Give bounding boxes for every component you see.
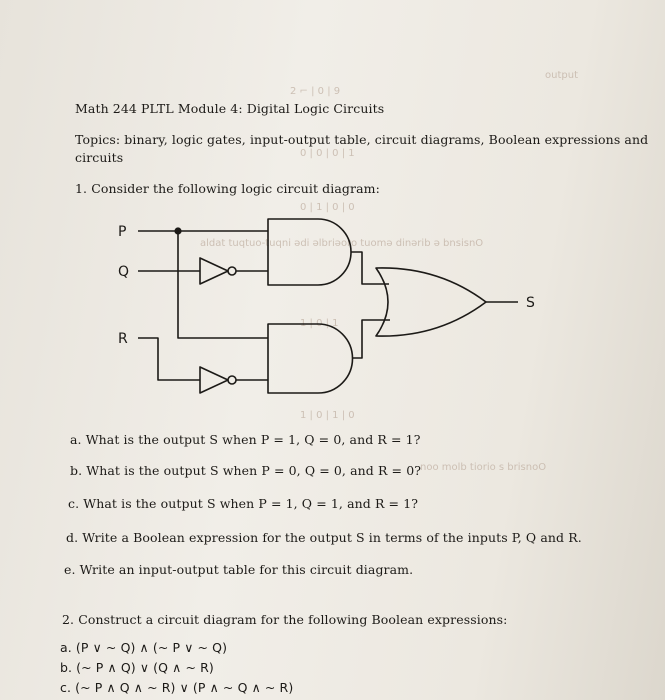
input-label-p: P <box>118 224 127 240</box>
problem-2-prompt: 2. Construct a circuit diagram for the following Boolean expressions: <box>62 612 508 627</box>
page-title: Math 244 PLTL Module 4: Digital Logic Circuits <box>75 101 385 116</box>
problem-1-prompt: 1. Consider the following logic circuit diagram: <box>75 181 380 196</box>
expression-a: a. (P ∨ ~ Q) ∧ (~ P ∨ ~ Q) <box>60 640 228 655</box>
output-label-s: S <box>526 295 535 311</box>
expression-b: b. (~ P ∧ Q) ∨ (Q ∧ ~ R) <box>60 660 214 675</box>
not-gate-r-bubble <box>228 376 236 384</box>
topics-line: Topics: binary, logic gates, input-output table, circuit diagrams, Boolean expressions and <box>75 132 649 147</box>
show-through-marks: noo molb tiorio s brisnoO <box>420 462 547 473</box>
question-c: c. What is the output S when P = 1, Q = 1, and R = 1? <box>68 496 419 511</box>
show-through-marks: 0 | 1 | 0 | 0 <box>300 202 355 213</box>
input-label-q: Q <box>118 264 130 280</box>
and-gate-lower <box>268 324 353 393</box>
question-e: e. Write an input-output table for this circuit diagram. <box>64 562 414 577</box>
topics-line-continued: circuits <box>75 150 124 165</box>
wire-p-branch <box>178 231 268 338</box>
or-gate <box>376 268 486 336</box>
show-through-marks: aldat tuqtuo-tuqni ədi əlbriəoro tuomə dinərib ə bnsisnO <box>200 238 484 249</box>
show-through-marks: 1 | 0 | 1 | 0 <box>300 410 355 421</box>
show-through-marks: output <box>545 70 578 81</box>
wire-and-lower-out <box>352 320 390 358</box>
not-gate-r <box>200 367 228 393</box>
input-label-r: R <box>118 331 128 347</box>
junction-dot <box>174 227 181 234</box>
question-b: b. What is the output S when P = 0, Q = 0, and R = 0? <box>70 463 422 478</box>
question-a: a. What is the output S when P = 1, Q = 0, and R = 1? <box>70 432 421 447</box>
show-through-marks: 0 | 0 | 0 | 1 <box>300 148 355 159</box>
and-gate-upper <box>268 219 351 285</box>
not-gate-q-bubble <box>228 267 236 275</box>
question-d: d. Write a Boolean expression for the output S in terms of the inputs P, Q and R. <box>66 530 582 545</box>
show-through-marks: 1 | 0 | 1 <box>300 318 339 329</box>
expression-c: c. (~ P ∧ Q ∧ ~ R) ∨ (P ∧ ~ Q ∧ ~ R) <box>60 680 294 695</box>
wire-r <box>138 338 200 380</box>
not-gate-q <box>200 258 228 284</box>
show-through-marks: 2 ⌐ | 0 | 9 <box>290 86 341 97</box>
